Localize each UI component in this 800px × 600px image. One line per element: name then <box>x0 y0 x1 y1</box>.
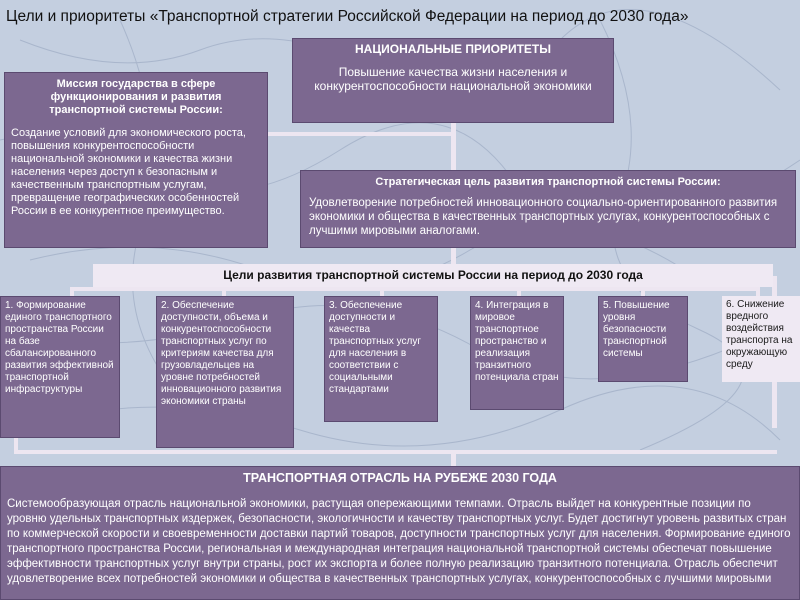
mission-header: Миссия государства в сфере функционирования и развития транспортной системы России: <box>49 78 223 116</box>
goal-4: 4. Интеграция в мировое транспортное пространство и реализация транзитного потенциала стран <box>470 296 564 410</box>
mission-text: Создание условий для экономического роста, повышения конкурентоспособности национальной экономики и качества жизни населения через доступ к безопасным и качественным транспортным услугам, превращение географических особенностей России в ее конкурентное преимущество. <box>11 127 246 217</box>
goals-header-box <box>93 264 773 287</box>
goal-2: 2. Обеспечение доступности, объема и конкурентоспособности транспортных услуг по критериям качества для грузовладельцев на уровне потребностей инновационного развития экономики страны <box>156 296 294 448</box>
connector-bottom-bus <box>14 450 777 454</box>
goal-6: 6. Снижение вредного воздействия транспорта на окружающую среду <box>722 296 800 382</box>
strategic-goal-header: Стратегическая цель развития транспортной системы России: <box>375 176 721 188</box>
national-priorities-box <box>292 38 614 123</box>
connector-bottom-to-sector <box>451 450 456 466</box>
national-priorities-header: НАЦИОНАЛЬНЫЕ ПРИОРИТЕТЫ <box>355 42 551 56</box>
goal-1: 1. Формирование единого транспортного пространства России на базе сбалансированного развития эффективной транспортной инфраструктуры <box>0 296 120 438</box>
mission-box <box>4 72 268 248</box>
transport-sector-2030-box <box>0 466 800 600</box>
transport-sector-header: ТРАНСПОРТНАЯ ОТРАСЛЬ НА РУБЕЖЕ 2030 ГОДА <box>243 471 557 485</box>
strategic-goal-text: Удовлетворение потребностей инновационного социально-ориентированного развития экономики и общества в качественных транспортных услугах, конкурентоспособных с лучшими мировыми аналогами. <box>309 197 778 237</box>
page-title: Цели и приоритеты «Транспортной стратегии Российской Федерации на период до 2030 года» <box>6 8 689 25</box>
transport-sector-text: Системообразующая отрасль национальной экономики, растущая опережающими темпами. Отрасль выйдет на конкурентные позиции по уровню удельных транспортных издержек, безопасности, экологичности и качеству транспортных услуг. Будет достигнут уровень развитых стран по коммерческой скорости и своевременности доставки партий товаров, доступности транспортных услуг для населения. Формирование единого транспортного пространства России, региональная и международная интеграция национальной транспортной системы обеспечат повышение эффективности транспортных услуг внутри страны, рост их экспорта и более полную реализацию транзитного потенциала. Отрасль обеспечит удовлетворение всех потребностей экономики и общества в качественных транспортных услугах, конкурентоспособных с лучшими мировыми <box>7 498 791 585</box>
national-priorities-text: Повышение качества жизни населения и конкурентоспособности национальной экономики <box>314 65 592 93</box>
connector-mission <box>268 132 451 136</box>
connector-goals-bus <box>70 287 760 291</box>
goals-header: Цели развития транспортной системы России на период до 2030 года <box>223 268 643 282</box>
goal-5: 5. Повышение уровня безопасности транспортной системы <box>598 296 688 382</box>
goal-3: 3. Обеспечение доступности и качества транспортных услуг для населения в соответствии с социальными стандартами <box>324 296 438 422</box>
strategic-goal-box <box>300 170 796 248</box>
